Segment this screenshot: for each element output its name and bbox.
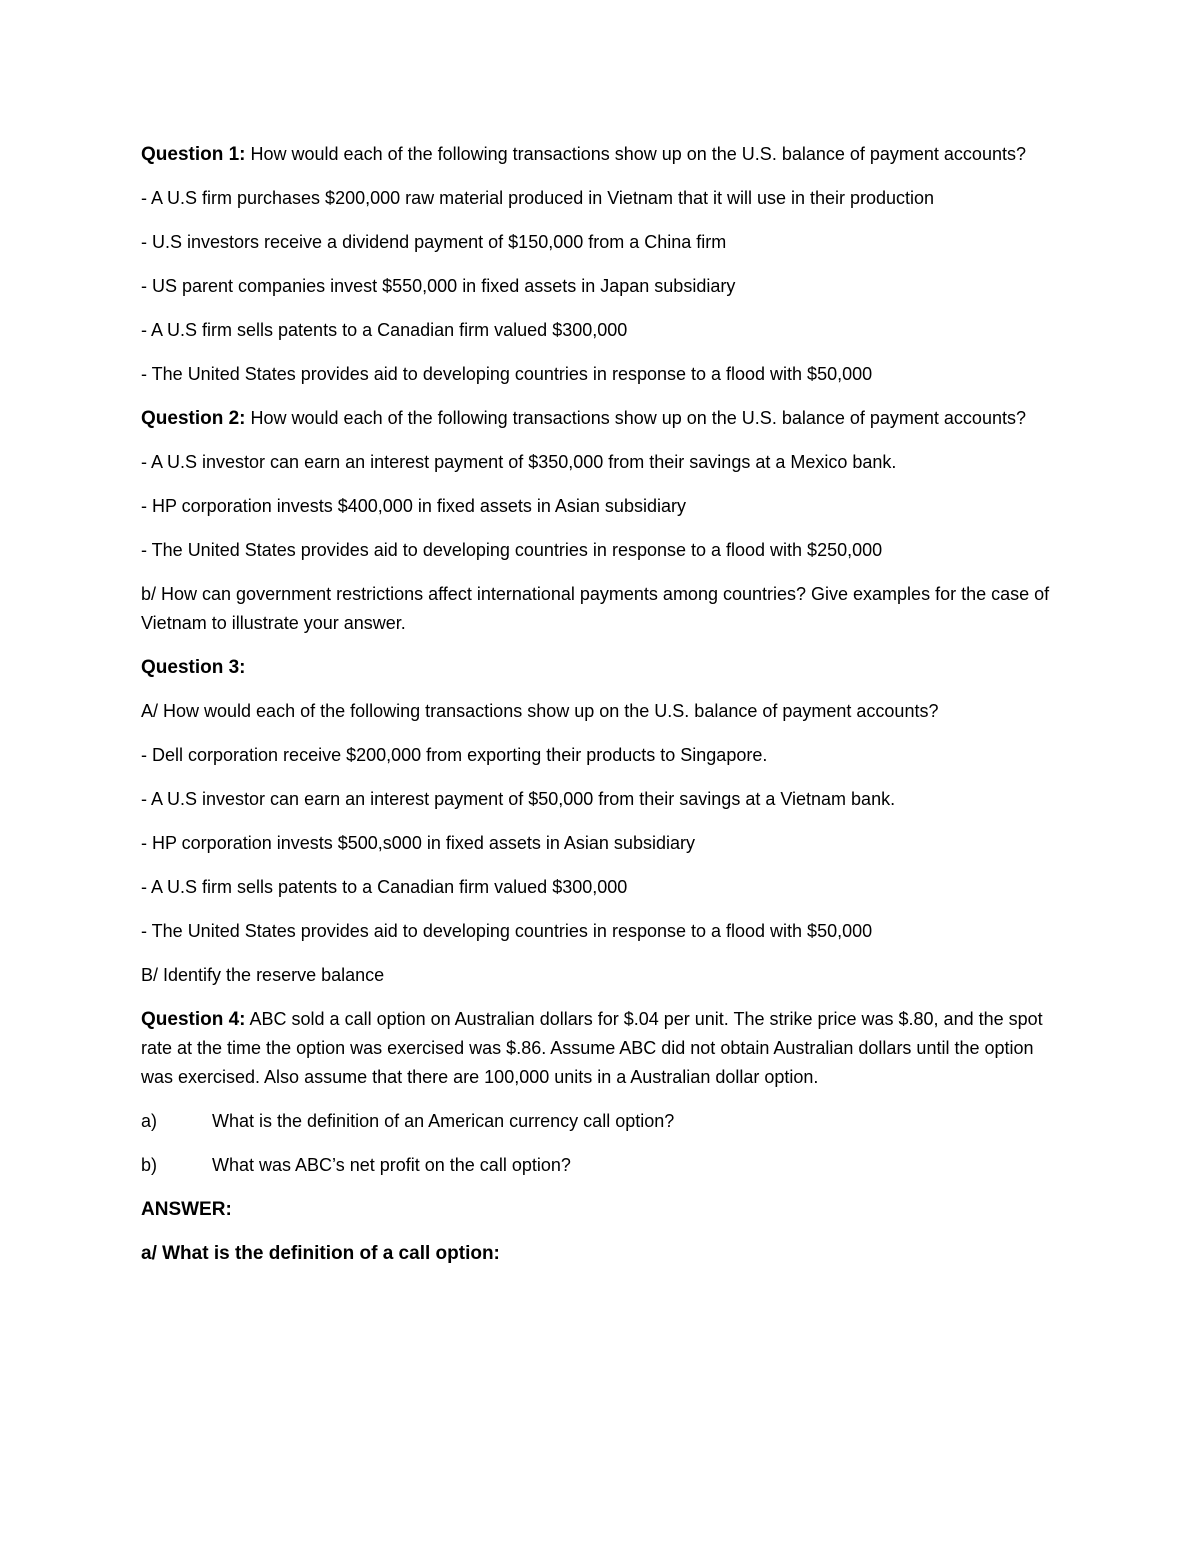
question-2-intro: [141, 404, 1061, 433]
question-1-item: - The United States provides aid to developing countries in response to a flood with $50,000: [141, 364, 873, 384]
question-1-item: - A U.S firm sells patents to a Canadian firm valued $300,000: [141, 320, 628, 340]
answer-subtitle: a/ What is the definition of a call option:: [141, 1243, 500, 1264]
question-3-item: - A U.S firm sells patents to a Canadian firm valued $300,000: [141, 877, 628, 897]
question-3-part-b: B/ Identify the reserve balance: [141, 965, 385, 985]
question-4-option: [141, 1151, 1061, 1180]
question-1-intro: [141, 140, 1061, 169]
question-4-option: [141, 1107, 1061, 1136]
question-3-part-a: A/ How would each of the following transactions show up on the U.S. balance of payment accounts?: [141, 701, 939, 721]
question-4-label: Question 4:: [141, 1009, 246, 1030]
option-text: What is the definition of an American currency call option?: [212, 1111, 675, 1131]
question-4-intro: [141, 1005, 1061, 1092]
question-1-item: - A U.S firm purchases $200,000 raw material produced in Vietnam that it will use in their production: [141, 188, 935, 208]
question-3-item: - A U.S investor can earn an interest payment of $50,000 from their savings at a Vietnam bank.: [141, 789, 896, 809]
question-3-item: - The United States provides aid to developing countries in response to a flood with $50,000: [141, 921, 873, 941]
question-1-item: - US parent companies invest $550,000 in fixed assets in Japan subsidiary: [141, 276, 736, 296]
question-3-label: Question 3:: [141, 657, 246, 678]
question-2-part-b: b/ How can government restrictions affect international payments among countries? Give examples for the case of Vietnam to illustrate your answer.: [141, 584, 1050, 633]
answer-title: ANSWER:: [141, 1199, 232, 1220]
question-1-item: - U.S investors receive a dividend payment of $150,000 from a China firm: [141, 232, 727, 252]
question-2-text: How would each of the following transactions show up on the U.S. balance of payment accounts?: [245, 408, 1026, 428]
question-2-item: - HP corporation invests $400,000 in fixed assets in Asian subsidiary: [141, 496, 686, 516]
question-1-text: How would each of the following transactions show up on the U.S. balance of payment accounts?: [245, 144, 1026, 164]
document-page: [141, 140, 1061, 1283]
option-letter: b): [141, 1155, 158, 1175]
question-2-item: - The United States provides aid to developing countries in response to a flood with $250,000: [141, 540, 883, 560]
question-3-item: - Dell corporation receive $200,000 from exporting their products to Singapore.: [141, 745, 768, 765]
question-1-label: Question 1:: [141, 144, 246, 165]
option-letter: a): [141, 1111, 158, 1131]
question-3-item: - HP corporation invests $500,s000 in fixed assets in Asian subsidiary: [141, 833, 695, 853]
question-2-item: - A U.S investor can earn an interest payment of $350,000 from their savings at a Mexico bank.: [141, 452, 897, 472]
option-text: What was ABC’s net profit on the call option?: [212, 1155, 571, 1175]
question-4-text: ABC sold a call option on Australian dollars for $.04 per unit. The strike price was $.80, and the spot rate at the time the option was exercised was $.86. Assume ABC did not obtain Australian dollars until the option was exercised. Also assume that there are 100,000 units in a Australian dollar option.: [141, 1009, 1043, 1087]
question-2-label: Question 2:: [141, 408, 246, 429]
